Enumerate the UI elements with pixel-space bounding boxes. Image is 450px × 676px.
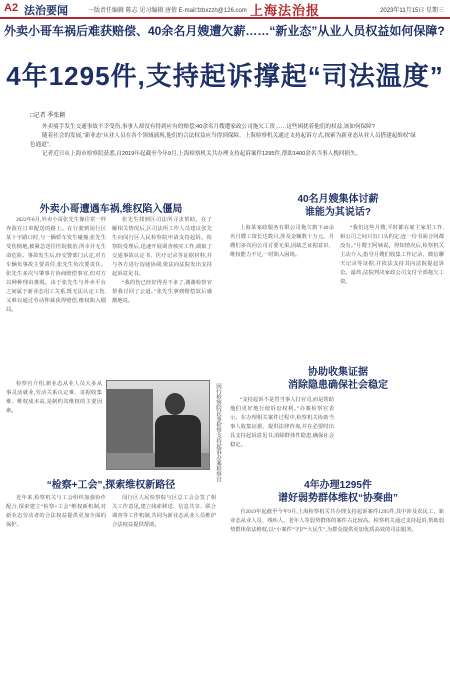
article-column: [340, 224, 444, 344]
paragraph: 闵行区人民检察院与区总工会会签了相关工作意见,建立线索移送、信息共享、联合调查等工作机制,共同为新业态从业人员维护合法权益提供帮助。: [112, 495, 216, 528]
lead-paragraph: 记者近日从上海市检察院获悉,自2019年起截至今年9月,上海检察机关共办理支持起诉案件1295件,帮助1400余名当事人挽回损失。: [42, 151, 362, 157]
kicker-title: 外卖小哥车祸后难获赔偿、40余名月嫂遭欠薪……“新业态”从业人员权益如何保障?: [4, 24, 445, 38]
section-name: 法治要闻: [24, 5, 68, 17]
article-column: [112, 216, 212, 371]
section-title-1: 外卖小哥遭遇车祸,维权陷入僵局: [39, 204, 183, 215]
issue-date: 2023年11月15日 星期三: [380, 8, 444, 14]
lead-paragraph: 随着社会的发展,“新业态”从业人员在各个领域涌现,他们的合法权益应当得到保障。上海检察机关通过支持起诉方式,探索为新业态从业人员搭建起维权“绿色通道”。: [30, 133, 416, 148]
article-column: [6, 380, 102, 470]
paragraph: 自2019年起截至今年9月,上海检察机关共办理支持起诉案件1295件,其中涉及农民工、新业态从业人员、残疾人、老年人等弱势群体的案件占比较高。检察机关通过支持起诉,帮助弱势群体依法维权,以“小案件”守护“大民生”,为群众提供更加优质高效的司法服务。: [230, 509, 444, 533]
prosecutor-photo: [106, 380, 210, 470]
masthead: [0, 0, 450, 19]
lead-paragraph: 外卖骑手发生交通事故不幸受伤,事事人却没有得到应有的赔偿;40余名月嫂遭家政公司拖欠工资……这些困扰着他们的权益,该如何保障?: [42, 124, 375, 130]
paragraph: 检察官介绍,新业态从业人员大多从事灵活就业,劳动关系认定难、证据收集难、维权成本高,是制约其维权的主要因素。: [6, 381, 102, 414]
section-title-3: 协助收集证据 消除隐患确保社会稳定: [288, 367, 388, 391]
section-title-4: “检察+工会”,探索维权新路径: [46, 480, 176, 491]
article-column: [6, 494, 106, 672]
article-column: [230, 224, 334, 344]
paragraph: 张先生找到区司法所寻求帮助。在了解相关情况后,区司法所工作人员建议张先生向闵行区人民检察院申请支持起诉。检察院受理后,迅速开展调查核实工作,调取了交通事故认定书、医疗记录等证据材料,并与各方进行沟通协调,依法向法院发出支持起诉意见书。: [112, 217, 212, 277]
editor-credits: 一版责任编辑 陈志 见习编辑 唐倩 E-mail:fzbxzzh@126.com: [88, 8, 247, 14]
paragraph: 2022年8月,外卖小哥张先生像往常一样奔波在订单配送的路上。在行驶到闵行区某十字路口时,与一辆轿车发生碰撞,张先生受伤倒地,被紧急送往医院救治,所幸并无生命危险。事故发生后,经交警部门认定,对方车辆负事故主要责任,张先生负次要责任。张先生多次与肇事方协商赔偿事宜,但对方以种种理由推脱。由于张先生与外卖平台之间属于新业态用工关系,既无法认定工伤,又难以通过劳动仲裁获得赔偿,维权陷入僵局。: [6, 217, 106, 313]
article-column: [230, 396, 334, 466]
section-title-2: 40名月嫂集体讨薪 谁能为其说话?: [297, 194, 379, 218]
article-column: [112, 494, 216, 672]
main-headline: 4年1295件,支持起诉撑起“司法温度”: [6, 61, 444, 91]
article-column: [6, 216, 106, 371]
paragraph: “支持起诉不是替当事人打官司,而是帮助他们更好地行使诉讼权利。”办案检察官表示。在办理相关案件过程中,检察机关协助当事人收集证据、提供法律咨询,并在必要时出具支持起诉意见书,消除群体性隐患,确保社会稳定。: [230, 397, 334, 448]
paragraph: 上海某家政服务有限公司拖欠旗下40余名月嫂工资长达数月,涉及金额数十万元。月嫂们多次向公司讨要无果,因缺乏证据意识、维权能力不足,一时陷入困境。: [230, 225, 334, 258]
section-title-5: 4年办理1295件 谱好弱势群体维权“协奏曲”: [278, 480, 398, 504]
lead-paragraphs: [30, 123, 420, 159]
byline: □记者 季张颖: [30, 113, 66, 119]
paragraph: “我们这些月嫂,平时都在雇主家里工作,和公司之间只有口头约定,连一份书面合同都没有。”月嫂王阿姨说。得知情况后,检察机关主动介入,指导月嫂们收集工作记录、微信聊天记录等证据,并依法支持其向法院提起诉讼。最终,法院判决家政公司支付全部拖欠工资。: [340, 225, 444, 285]
paper-name: 上海法治报: [250, 4, 321, 19]
page-number: A2: [4, 2, 19, 14]
article-column: [230, 508, 444, 672]
photo-caption: 闵行检察院民事检察支持起诉办案检察官: [215, 383, 221, 482]
paragraph: 近年来,检察机关与工会组织加强协作配合,探索建立“检察+工会”维权新机制,对新业态劳动者的合法权益提供更加全面的保护。: [6, 495, 106, 528]
paragraph: “我的伤已经好得差不多了,谢谢检察官帮我讨回了公道。”张先生拿到赔偿款后感激地说。: [112, 280, 212, 304]
